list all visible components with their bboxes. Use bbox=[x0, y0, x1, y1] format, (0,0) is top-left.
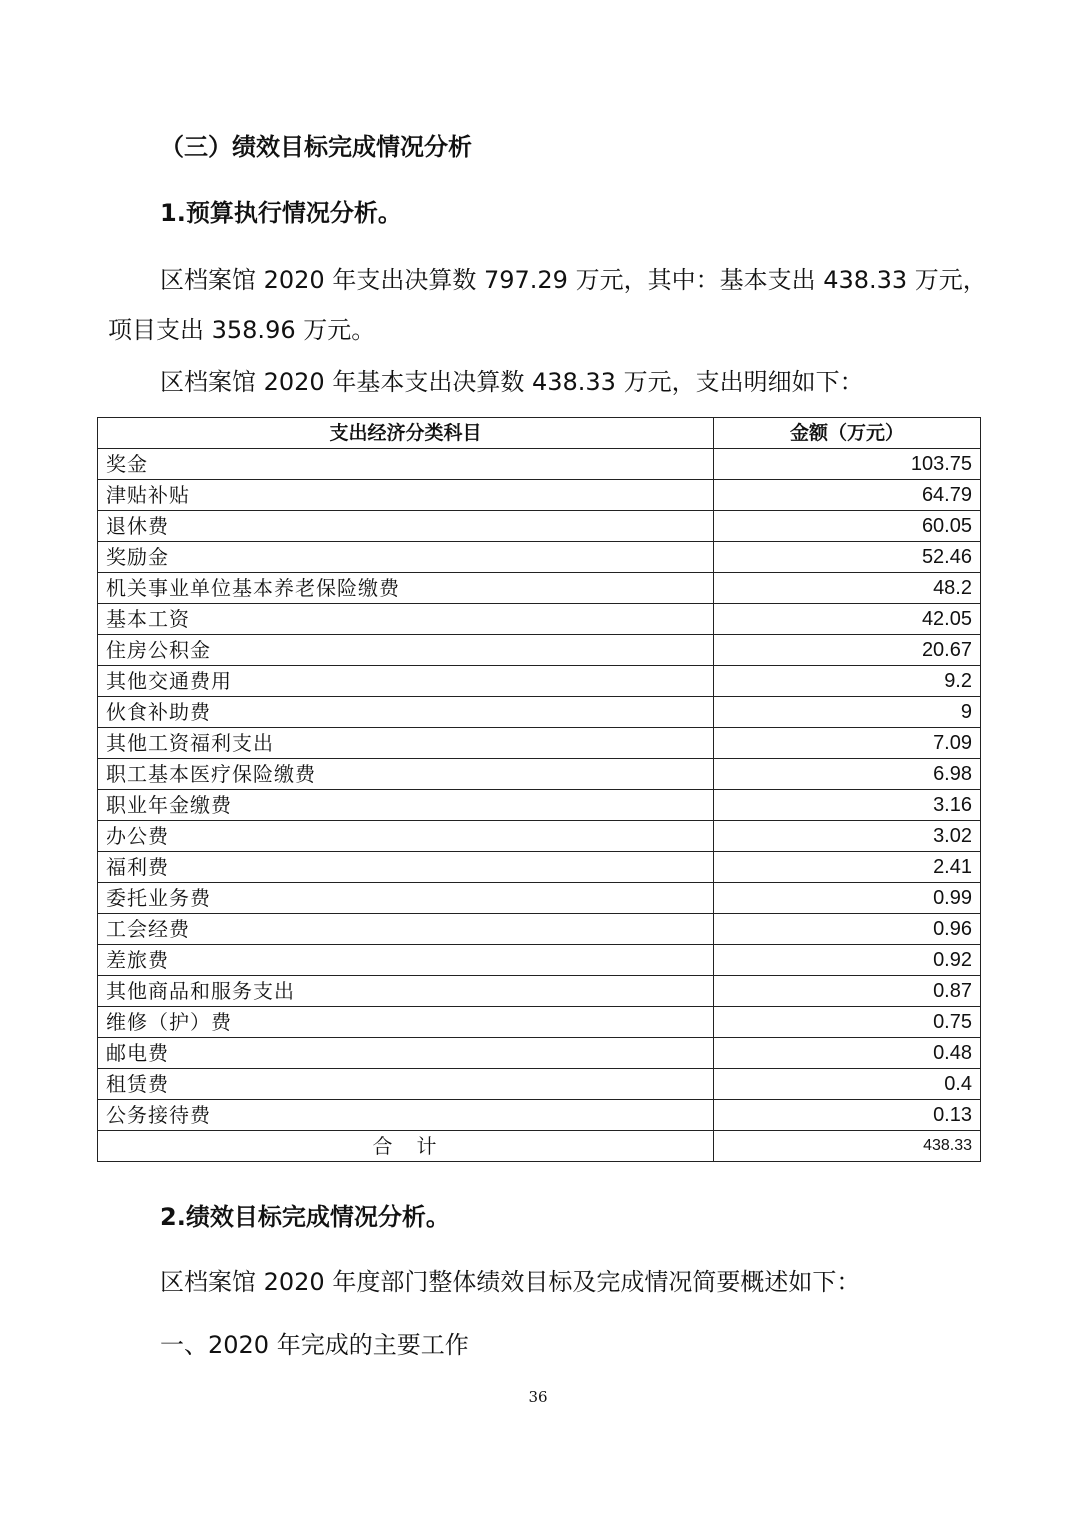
table-row bbox=[98, 759, 981, 790]
expense-amount: 0.92 bbox=[714, 945, 981, 976]
expense-category: 维修（护）费 bbox=[98, 1007, 714, 1038]
expense-category: 其他工资福利支出 bbox=[98, 728, 714, 759]
expense-amount: 48.2 bbox=[714, 573, 981, 604]
table-row bbox=[98, 1069, 981, 1100]
expenditure-summary-line-2: 项目支出 358.96 万元。 bbox=[108, 316, 376, 344]
expense-amount: 0.4 bbox=[714, 1069, 981, 1100]
expense-amount: 6.98 bbox=[714, 759, 981, 790]
expense-category: 伙食补助费 bbox=[98, 697, 714, 728]
expense-amount: 2.41 bbox=[714, 852, 981, 883]
expense-amount: 0.13 bbox=[714, 1100, 981, 1131]
table-row bbox=[98, 914, 981, 945]
expense-category: 机关事业单位基本养老保险缴费 bbox=[98, 573, 714, 604]
expense-category: 基本工资 bbox=[98, 604, 714, 635]
expense-category: 津贴补贴 bbox=[98, 480, 714, 511]
expense-category: 奖金 bbox=[98, 449, 714, 480]
expense-category: 福利费 bbox=[98, 852, 714, 883]
expense-category: 办公费 bbox=[98, 821, 714, 852]
expenditure-summary-line-1: 区档案馆 2020 年支出决算数 797.29 万元，其中：基本支出 438.33 万元， bbox=[160, 266, 987, 294]
table-row bbox=[98, 480, 981, 511]
expense-amount: 64.79 bbox=[714, 480, 981, 511]
table-row bbox=[98, 449, 981, 480]
expense-category: 差旅费 bbox=[98, 945, 714, 976]
table-row bbox=[98, 511, 981, 542]
column-header-category: 支出经济分类科目 bbox=[98, 418, 714, 449]
table-header-row bbox=[98, 418, 981, 449]
expense-category: 公务接待费 bbox=[98, 1100, 714, 1131]
expense-category: 其他商品和服务支出 bbox=[98, 976, 714, 1007]
table-row bbox=[98, 1007, 981, 1038]
expense-amount: 9.2 bbox=[714, 666, 981, 697]
table-row bbox=[98, 945, 981, 976]
expense-category: 邮电费 bbox=[98, 1038, 714, 1069]
main-work-heading: 一、2020 年完成的主要工作 bbox=[160, 1331, 469, 1359]
expense-amount: 103.75 bbox=[714, 449, 981, 480]
basic-expenditure-intro: 区档案馆 2020 年基本支出决算数 438.33 万元，支出明细如下： bbox=[160, 368, 864, 396]
expense-amount: 9 bbox=[714, 697, 981, 728]
table-total-row bbox=[98, 1131, 981, 1162]
table-row bbox=[98, 883, 981, 914]
expense-amount: 0.99 bbox=[714, 883, 981, 914]
expense-amount: 20.67 bbox=[714, 635, 981, 666]
section-heading: （三）绩效目标完成情况分析 bbox=[160, 133, 472, 161]
expense-category: 职工基本医疗保险缴费 bbox=[98, 759, 714, 790]
page-number: 36 bbox=[528, 1388, 548, 1406]
table-row bbox=[98, 604, 981, 635]
table-row bbox=[98, 1038, 981, 1069]
table-row bbox=[98, 573, 981, 604]
table-row bbox=[98, 852, 981, 883]
column-header-amount: 金额（万元） bbox=[714, 418, 981, 449]
expense-amount: 42.05 bbox=[714, 604, 981, 635]
expense-category: 租赁费 bbox=[98, 1069, 714, 1100]
expense-amount: 0.48 bbox=[714, 1038, 981, 1069]
expense-category: 委托业务费 bbox=[98, 883, 714, 914]
performance-summary-intro: 区档案馆 2020 年度部门整体绩效目标及完成情况简要概述如下： bbox=[160, 1268, 861, 1296]
table-row bbox=[98, 790, 981, 821]
expense-category: 工会经费 bbox=[98, 914, 714, 945]
expense-amount: 3.02 bbox=[714, 821, 981, 852]
total-amount: 438.33 bbox=[714, 1131, 981, 1162]
expense-amount: 3.16 bbox=[714, 790, 981, 821]
table-row bbox=[98, 728, 981, 759]
table-row bbox=[98, 635, 981, 666]
expense-amount: 0.87 bbox=[714, 976, 981, 1007]
table-row bbox=[98, 1100, 981, 1131]
table-row bbox=[98, 666, 981, 697]
table-row bbox=[98, 697, 981, 728]
total-label: 合 计 bbox=[98, 1131, 714, 1162]
expense-category: 住房公积金 bbox=[98, 635, 714, 666]
expense-amount: 0.75 bbox=[714, 1007, 981, 1038]
performance-analysis-heading: 2.绩效目标完成情况分析。 bbox=[160, 1203, 450, 1231]
expense-category: 奖励金 bbox=[98, 542, 714, 573]
table-row bbox=[98, 542, 981, 573]
expense-category: 职业年金缴费 bbox=[98, 790, 714, 821]
budget-analysis-heading: 1.预算执行情况分析。 bbox=[160, 199, 402, 227]
expense-category: 其他交通费用 bbox=[98, 666, 714, 697]
expense-amount: 0.96 bbox=[714, 914, 981, 945]
expenditure-detail-table bbox=[97, 417, 981, 1162]
table-row bbox=[98, 976, 981, 1007]
expense-category: 退休费 bbox=[98, 511, 714, 542]
expense-amount: 52.46 bbox=[714, 542, 981, 573]
expense-amount: 7.09 bbox=[714, 728, 981, 759]
expense-amount: 60.05 bbox=[714, 511, 981, 542]
table-row bbox=[98, 821, 981, 852]
